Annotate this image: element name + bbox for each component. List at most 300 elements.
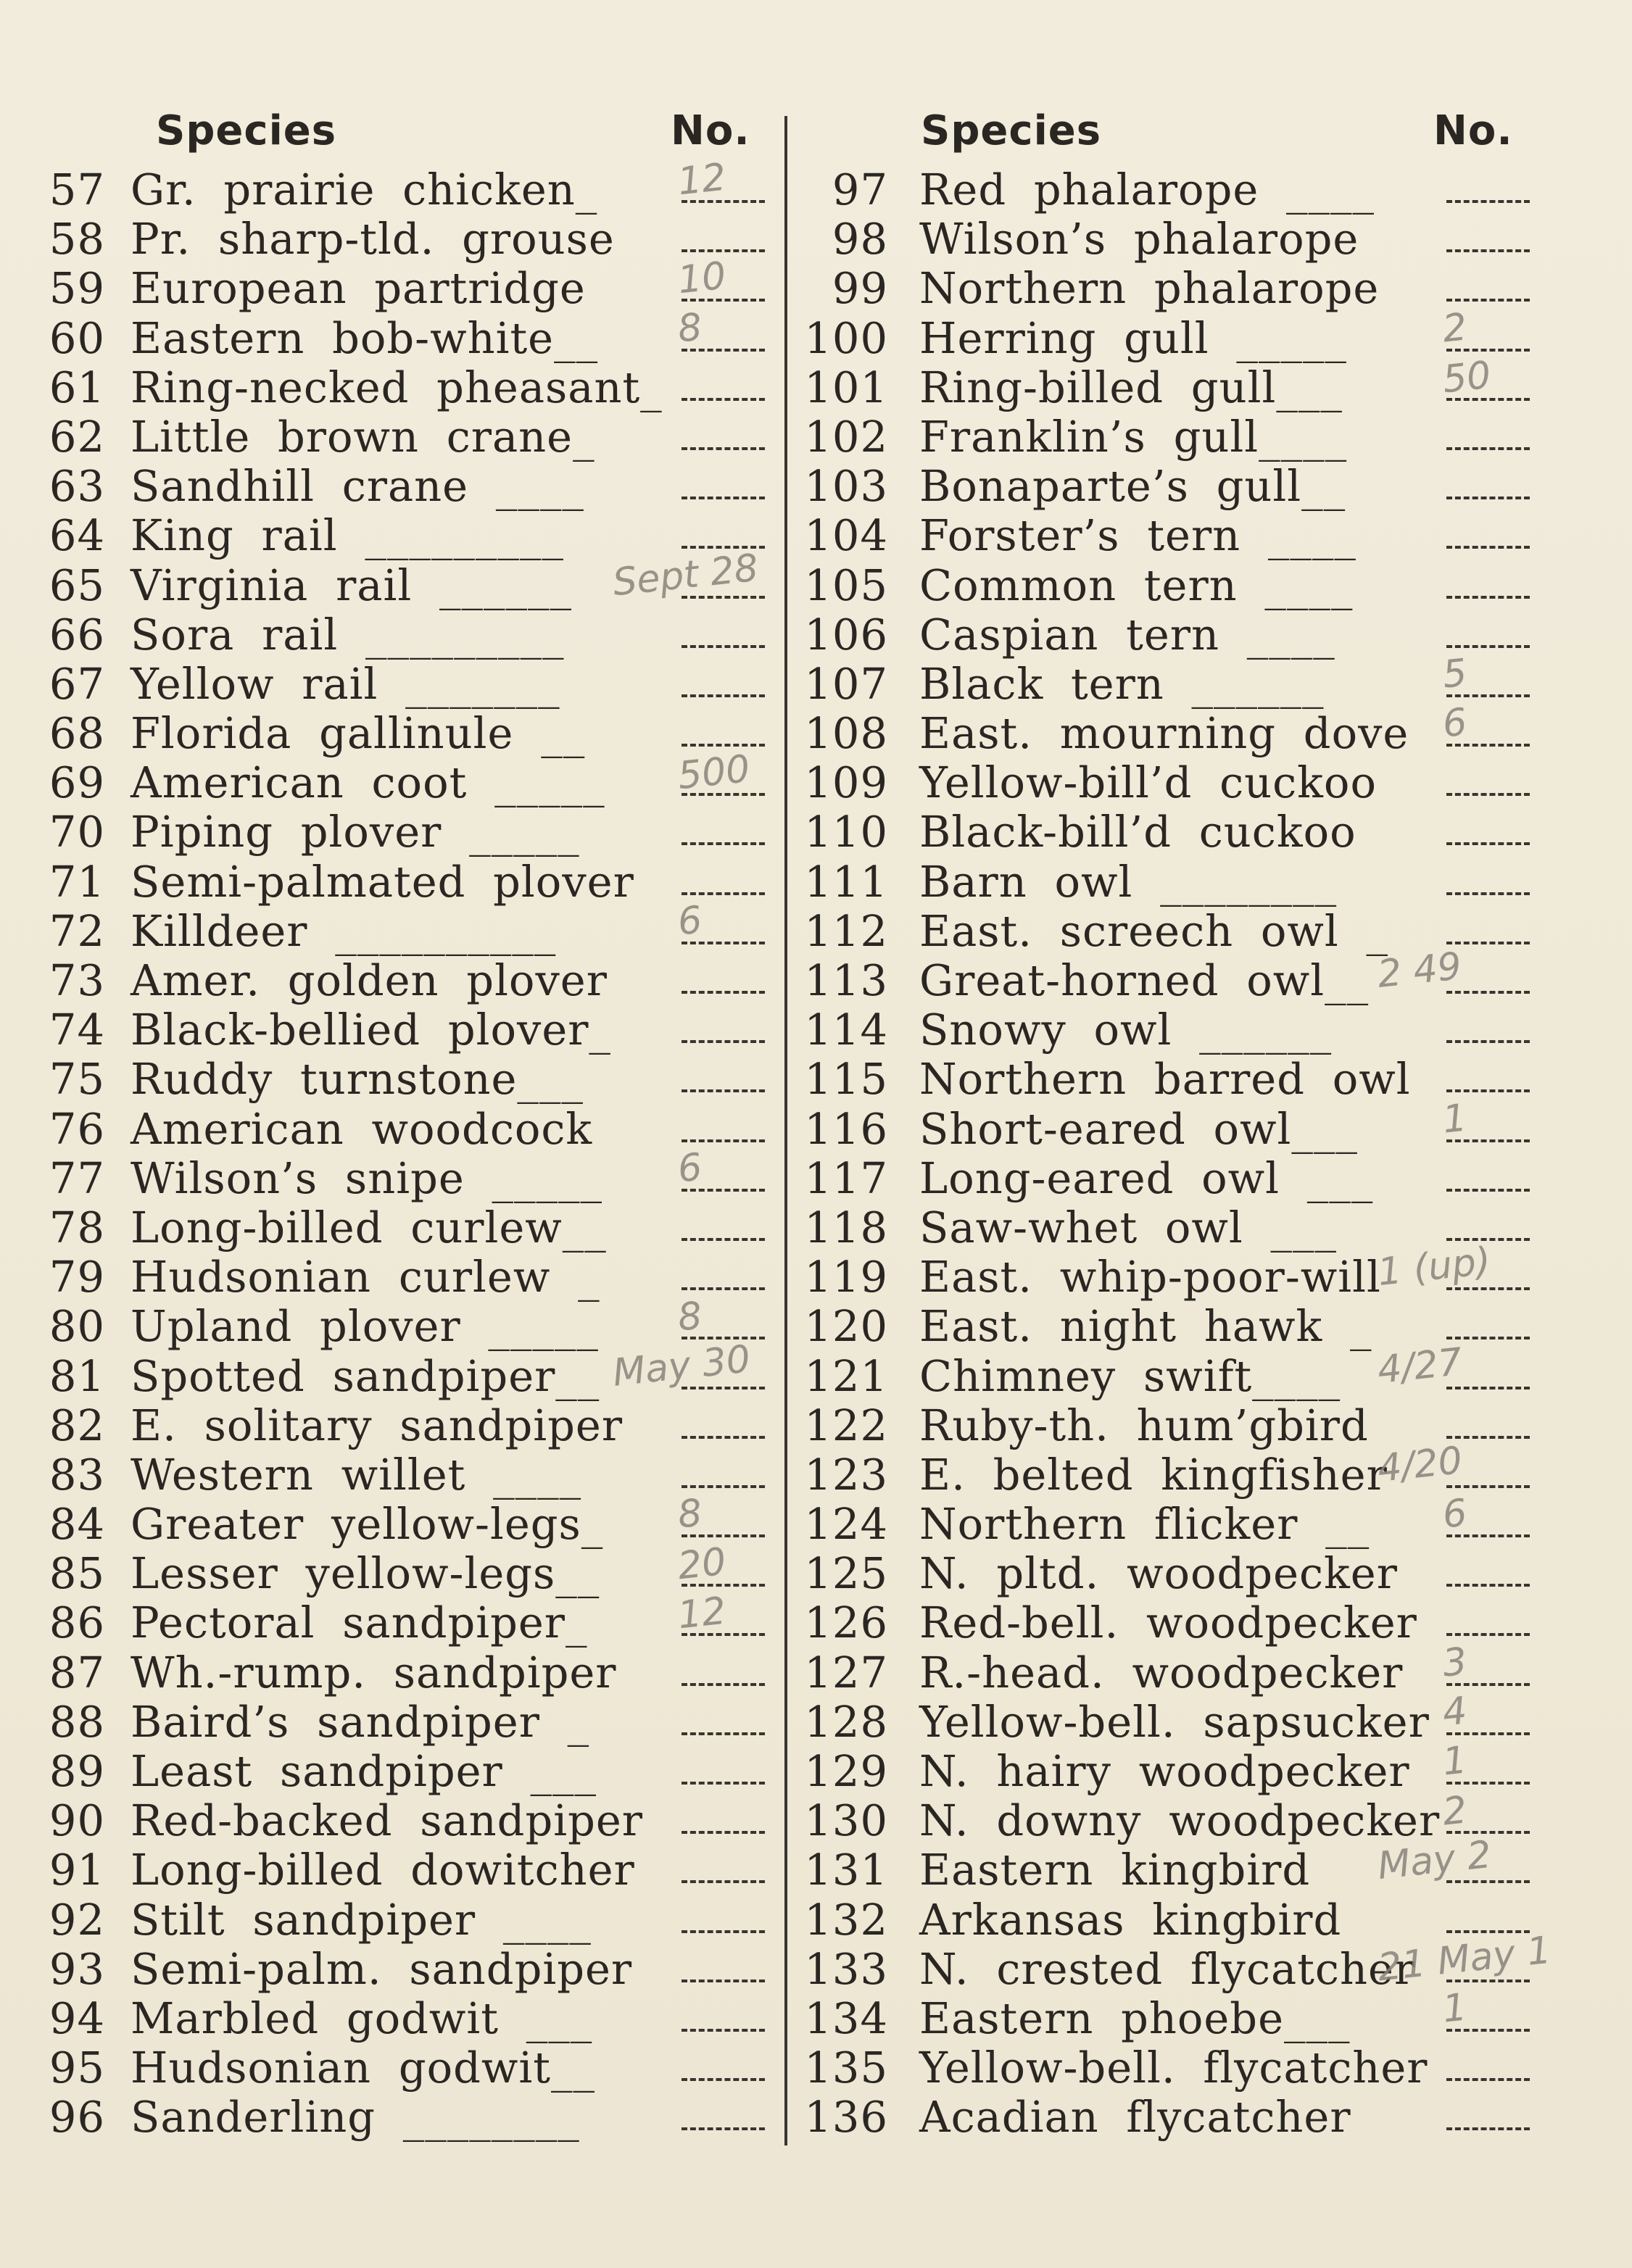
species-row: [801, 907, 1606, 956]
handwritten-note: May 2: [1375, 1832, 1494, 1888]
species-name: N. crested flycatcher: [919, 1943, 1416, 1994]
species-name: Killdeer __________: [131, 905, 557, 956]
species-number: 112: [804, 905, 888, 956]
left-column: [40, 101, 772, 2143]
species-row: [40, 807, 772, 857]
species-name: Red phalarope ____: [919, 165, 1375, 215]
species-name: Semi-palmated plover: [131, 856, 634, 907]
species-name: Pectoral sandpiper_: [131, 1598, 588, 1648]
species-number: 68: [49, 708, 105, 759]
species-row: [801, 956, 1606, 1005]
species-name: N. hairy woodpecker: [919, 1746, 1410, 1796]
species-number: 76: [49, 1103, 105, 1154]
species-number: 117: [804, 1152, 888, 1203]
species-name: Greater yellow-legs_: [131, 1499, 604, 1550]
species-name: Stilt sandpiper ____: [131, 1894, 592, 1945]
species-name: Eastern phoebe___: [919, 1993, 1351, 2043]
species-row: [40, 2043, 772, 2093]
species-number: 65: [49, 560, 105, 610]
species-row: [801, 660, 1606, 709]
species-row: [801, 561, 1606, 610]
count-blank[interactable]: [682, 1287, 765, 1290]
count-blank[interactable]: [682, 398, 765, 401]
right-column-header: [801, 101, 1606, 165]
species-row: [801, 1154, 1606, 1203]
count-blank[interactable]: [1446, 991, 1530, 994]
species-number: 124: [804, 1499, 888, 1550]
handwritten-note: 8: [675, 305, 705, 352]
species-name: East. night hawk _: [919, 1301, 1372, 1352]
species-name: Long-billed dowitcher: [131, 1845, 635, 1895]
species-row: [40, 1154, 772, 1203]
count-blank[interactable]: [682, 991, 765, 994]
handwritten-note: 500: [676, 747, 753, 799]
species-name: Yellow-bell. sapsucker: [919, 1696, 1430, 1747]
count-blank[interactable]: [1446, 1089, 1530, 1092]
count-blank[interactable]: [1446, 892, 1530, 895]
species-row: [40, 857, 772, 907]
species-number: 133: [804, 1943, 888, 1994]
species-name: Sandhill crane ____: [131, 461, 584, 512]
count-blank[interactable]: [1446, 249, 1530, 252]
species-name: Saw-whet owl ___: [919, 1202, 1338, 1253]
species-row: [40, 1055, 772, 1104]
species-number: 110: [804, 807, 888, 857]
species-row: [801, 1105, 1606, 1154]
species-row: [801, 1698, 1606, 1747]
species-name: Chimney swift____: [919, 1350, 1341, 1401]
count-blank[interactable]: [682, 1040, 765, 1043]
species-number: 64: [49, 510, 105, 561]
count-blank[interactable]: [682, 249, 765, 252]
species-name: N. pltd. woodpecker: [919, 1548, 1398, 1599]
species-row: [801, 1352, 1606, 1401]
species-number: 94: [49, 1993, 105, 2043]
species-row: [40, 709, 772, 758]
left-column-header: [40, 101, 772, 165]
count-blank[interactable]: [682, 1980, 765, 1982]
species-number: 88: [49, 1696, 105, 1747]
species-name: Black-bellied plover_: [131, 1005, 611, 1055]
species-number: 89: [49, 1746, 105, 1796]
species-row: [801, 709, 1606, 758]
species-name: Caspian tern ____: [919, 609, 1335, 660]
species-number: 72: [49, 905, 105, 956]
species-number: 79: [49, 1252, 105, 1303]
species-name: Yellow-bell. flycatcher: [919, 2043, 1428, 2093]
count-blank[interactable]: [682, 1782, 765, 1785]
species-row: [801, 1598, 1606, 1648]
species-row: [801, 2043, 1606, 2093]
species-row: [40, 165, 772, 215]
species-name: Black tern ______: [919, 658, 1325, 709]
species-number: 91: [49, 1845, 105, 1895]
count-blank[interactable]: [682, 1683, 765, 1686]
species-name: Semi-palm. sandpiper: [131, 1943, 633, 1994]
species-number: 57: [49, 165, 105, 215]
species-row: [801, 165, 1606, 215]
species-number: 71: [49, 856, 105, 907]
handwritten-note: 2 49: [1375, 944, 1464, 997]
species-number: 83: [49, 1449, 105, 1500]
species-number: 132: [804, 1894, 888, 1945]
count-blank[interactable]: [1446, 1040, 1530, 1043]
species-row: [40, 1945, 772, 1994]
species-number: 84: [49, 1499, 105, 1550]
species-name: Black-bill’d cuckoo: [919, 807, 1356, 857]
species-row: [801, 1401, 1606, 1450]
count-blank[interactable]: [1446, 1287, 1530, 1290]
species-name: Common tern ____: [919, 560, 1354, 610]
count-blank[interactable]: [682, 447, 765, 450]
count-blank[interactable]: [682, 1930, 765, 1933]
species-number: 78: [49, 1202, 105, 1253]
column-divider: [784, 116, 787, 2146]
handwritten-note: 1: [1440, 1985, 1470, 2032]
species-number: 116: [804, 1103, 888, 1154]
count-blank[interactable]: [1446, 497, 1530, 499]
species-row: [40, 1895, 772, 1945]
species-row: [40, 1005, 772, 1055]
species-row: [40, 1796, 772, 1845]
species-number: 73: [49, 955, 105, 1005]
species-name: Ruby-th. hum’gbird: [919, 1400, 1369, 1450]
count-blank[interactable]: [1446, 793, 1530, 796]
species-name: Pr. sharp-tld. grouse: [131, 214, 615, 265]
species-number: 109: [804, 757, 888, 808]
count-blank[interactable]: [1446, 1880, 1530, 1883]
species-number: 61: [49, 362, 105, 412]
species-name: American woodcock: [131, 1103, 593, 1154]
handwritten-note: 4/20: [1375, 1439, 1465, 1492]
species-number: 128: [804, 1696, 888, 1747]
count-blank[interactable]: [1446, 200, 1530, 203]
species-name: King rail _________: [131, 510, 564, 561]
species-number: 108: [804, 708, 888, 759]
species-row: [801, 1994, 1606, 2043]
species-row: [40, 1105, 772, 1154]
species-name: E. solitary sandpiper: [131, 1400, 624, 1450]
count-blank[interactable]: [1446, 447, 1530, 450]
species-row: [40, 660, 772, 709]
no-header: No.: [671, 107, 750, 154]
species-name: Forster’s tern ____: [919, 510, 1356, 561]
handwritten-note: 1 (up): [1375, 1239, 1493, 1295]
count-blank[interactable]: [682, 1880, 765, 1883]
species-name: Franklin’s gull____: [919, 411, 1348, 462]
species-row: [801, 2093, 1606, 2142]
count-blank[interactable]: [682, 645, 765, 648]
species-number: 96: [49, 2092, 105, 2143]
no-header: No.: [1433, 107, 1513, 154]
species-name: Western willet ____: [131, 1449, 582, 1500]
count-blank[interactable]: [1446, 596, 1530, 599]
count-blank[interactable]: [1446, 2078, 1530, 2081]
species-number: 136: [804, 2092, 888, 2143]
species-name: Snowy owl ______: [919, 1005, 1333, 1055]
species-name: Northern barred owl: [919, 1054, 1411, 1105]
handwritten-note: 2: [1440, 305, 1470, 352]
species-row: [40, 1450, 772, 1500]
species-name: East. mourning dove: [919, 708, 1409, 759]
species-row: [40, 264, 772, 313]
species-name: Little brown crane_: [131, 411, 595, 462]
handwritten-note: 6: [1440, 1491, 1470, 1537]
species-number: 66: [49, 609, 105, 660]
species-name: Long-billed curlew__: [131, 1202, 607, 1253]
species-name: Gr. prairie chicken_: [131, 165, 598, 215]
species-name: Ruddy turnstone___: [131, 1054, 584, 1105]
species-header: Species: [156, 107, 337, 154]
species-number: 100: [804, 312, 888, 363]
count-blank[interactable]: [1446, 645, 1530, 648]
species-number: 69: [49, 757, 105, 808]
species-number: 135: [804, 2043, 888, 2093]
count-blank[interactable]: [1446, 299, 1530, 302]
count-blank[interactable]: [1446, 1337, 1530, 1339]
species-name: Baird’s sandpiper _: [131, 1696, 590, 1747]
species-name: Northern phalarope: [919, 263, 1380, 314]
species-number: 97: [832, 165, 888, 215]
species-name: Ring-necked pheasant_: [131, 362, 663, 412]
species-name: Marbled godwit ___: [131, 1993, 593, 2043]
species-name: Hudsonian godwit__: [131, 2043, 595, 2093]
species-row: [801, 610, 1606, 660]
species-number: 107: [804, 658, 888, 709]
count-blank[interactable]: [1446, 1633, 1530, 1636]
species-name: Piping plover _____: [131, 807, 580, 857]
species-number: 67: [49, 658, 105, 709]
species-number: 85: [49, 1548, 105, 1599]
species-number: 120: [804, 1301, 888, 1352]
species-number: 86: [49, 1598, 105, 1648]
species-number: 123: [804, 1449, 888, 1500]
species-row: [40, 1203, 772, 1253]
count-blank[interactable]: [1446, 546, 1530, 549]
species-name: Bonaparte’s gull__: [919, 461, 1346, 512]
species-number: 130: [804, 1795, 888, 1846]
species-row: [801, 462, 1606, 511]
species-name: N. downy woodpecker: [919, 1795, 1441, 1846]
species-number: 59: [49, 263, 105, 314]
species-number: 98: [832, 214, 888, 265]
species-row: [801, 511, 1606, 560]
species-row: [801, 1549, 1606, 1598]
count-blank[interactable]: [682, 892, 765, 895]
handwritten-note: 6: [675, 898, 705, 944]
species-name: Virginia rail ______: [131, 560, 572, 610]
species-row: [40, 1302, 772, 1351]
species-number: 115: [804, 1054, 888, 1105]
species-number: 129: [804, 1746, 888, 1796]
count-blank[interactable]: [682, 1089, 765, 1092]
count-blank[interactable]: [682, 842, 765, 845]
species-row: [801, 857, 1606, 907]
species-row: [801, 412, 1606, 462]
species-row: [40, 314, 772, 363]
left-species-list: [40, 165, 772, 2143]
species-row: [801, 1005, 1606, 1055]
species-number: 118: [804, 1202, 888, 1253]
species-number: 134: [804, 1993, 888, 2043]
count-blank[interactable]: [682, 744, 765, 747]
species-row: [40, 1648, 772, 1698]
species-row: [40, 1747, 772, 1796]
handwritten-note: 12: [676, 155, 729, 204]
count-blank[interactable]: [682, 1485, 765, 1488]
species-row: [801, 758, 1606, 807]
species-number: 101: [804, 362, 888, 412]
species-number: 127: [804, 1647, 888, 1698]
species-row: [801, 1500, 1606, 1549]
species-row: [40, 907, 772, 956]
species-name: Short-eared owl___: [919, 1103, 1358, 1154]
count-blank[interactable]: [682, 1139, 765, 1142]
species-number: 125: [804, 1548, 888, 1599]
species-name: Wilson’s phalarope: [919, 214, 1359, 265]
count-blank[interactable]: [1446, 1387, 1530, 1390]
species-name: Yellow rail _______: [131, 658, 560, 709]
species-name: Northern flicker __: [919, 1499, 1370, 1550]
species-name: Spotted sandpiper__: [131, 1350, 600, 1401]
species-number: 62: [49, 411, 105, 462]
handwritten-note: 5: [1440, 651, 1470, 697]
species-row: [801, 807, 1606, 857]
species-number: 74: [49, 1005, 105, 1055]
species-row: [40, 363, 772, 412]
species-number: 103: [804, 461, 888, 512]
species-row: [40, 412, 772, 462]
count-blank[interactable]: [682, 497, 765, 499]
species-row: [40, 1253, 772, 1302]
species-number: 99: [832, 263, 888, 314]
species-name: R.-head. woodpecker: [919, 1647, 1404, 1698]
species-number: 122: [804, 1400, 888, 1450]
species-name: Arkansas kingbird: [919, 1894, 1342, 1945]
count-blank[interactable]: [1446, 1485, 1530, 1488]
handwritten-note: 10: [676, 254, 729, 303]
handwritten-note: 6: [675, 1145, 705, 1192]
species-name: E. belted kingfisher: [919, 1449, 1388, 1500]
species-number: 106: [804, 609, 888, 660]
species-row: [40, 1500, 772, 1549]
count-blank[interactable]: [682, 2029, 765, 2032]
species-name: Yellow-bill’d cuckoo: [919, 757, 1377, 808]
count-blank[interactable]: [682, 1238, 765, 1241]
species-name: Ring-billed gull___: [919, 362, 1343, 412]
species-row: [801, 1055, 1606, 1104]
count-blank[interactable]: [682, 2078, 765, 2081]
species-number: 93: [49, 1943, 105, 1994]
species-name: American coot _____: [131, 757, 605, 808]
species-row: [801, 215, 1606, 264]
species-number: 63: [49, 461, 105, 512]
species-number: 105: [804, 560, 888, 610]
species-name: Lesser yellow-legs__: [131, 1548, 600, 1599]
handwritten-note: 3: [1440, 1640, 1470, 1686]
handwritten-note: 8: [675, 1294, 705, 1340]
species-number: 131: [804, 1845, 888, 1895]
species-row: [801, 1747, 1606, 1796]
count-blank[interactable]: [1446, 842, 1530, 845]
species-row: [40, 1598, 772, 1648]
species-name: Red-bell. woodpecker: [919, 1598, 1417, 1648]
species-name: Barn owl ________: [919, 856, 1338, 907]
species-name: Florida gallinule __: [131, 708, 586, 759]
species-row: [40, 511, 772, 560]
species-number: 119: [804, 1252, 888, 1303]
species-name: Least sandpiper ___: [131, 1746, 597, 1796]
count-blank[interactable]: [1446, 2127, 1530, 2130]
species-row: [801, 264, 1606, 313]
species-name: Sora rail _________: [131, 609, 565, 660]
species-row: [40, 1401, 772, 1450]
count-blank[interactable]: [682, 1436, 765, 1439]
handwritten-note: 50: [1441, 353, 1494, 402]
species-name: Eastern bob-white__: [131, 312, 599, 363]
count-blank[interactable]: [1446, 1584, 1530, 1587]
count-blank[interactable]: [1446, 1189, 1530, 1192]
species-number: 121: [804, 1350, 888, 1401]
species-row: [40, 215, 772, 264]
species-name: East. screech owl _: [919, 905, 1389, 956]
species-number: 111: [804, 856, 888, 907]
handwritten-note: 1: [1440, 1738, 1470, 1785]
species-row: [40, 1698, 772, 1747]
species-number: 82: [49, 1400, 105, 1450]
species-name: Amer. golden plover: [131, 955, 608, 1005]
species-number: 113: [804, 955, 888, 1005]
species-name: Wh.-rump. sandpiper: [131, 1647, 617, 1698]
species-name: Herring gull _____: [919, 312, 1347, 363]
species-name: Wilson’s snipe _____: [131, 1152, 603, 1203]
count-blank[interactable]: [682, 2127, 765, 2130]
species-row: [801, 1302, 1606, 1351]
species-row: [40, 1549, 772, 1598]
species-header: Species: [921, 107, 1102, 154]
handwritten-note: 2: [1440, 1788, 1470, 1835]
species-number: 92: [49, 1894, 105, 1945]
species-name: Acadian flycatcher: [919, 2092, 1351, 2143]
handwritten-note: May 30: [610, 1337, 753, 1395]
species-number: 75: [49, 1054, 105, 1105]
species-number: 126: [804, 1598, 888, 1648]
species-row: [40, 1845, 772, 1895]
count-blank[interactable]: [682, 1831, 765, 1834]
species-number: 77: [49, 1152, 105, 1203]
species-name: European partridge: [131, 263, 586, 314]
species-row: [40, 758, 772, 807]
species-number: 90: [49, 1795, 105, 1846]
species-number: 102: [804, 411, 888, 462]
handwritten-note: 20: [676, 1540, 729, 1588]
species-row: [801, 1450, 1606, 1500]
species-row: [40, 1994, 772, 2043]
handwritten-note: 8: [675, 1491, 705, 1537]
handwritten-note: 12: [676, 1589, 729, 1638]
species-number: 70: [49, 807, 105, 857]
species-name: East. whip-poor-will: [919, 1252, 1381, 1303]
handwritten-note: Sept 28: [610, 546, 761, 605]
count-blank[interactable]: [682, 1732, 765, 1735]
species-name: Great-horned owl__: [919, 955, 1370, 1005]
species-name: Eastern kingbird: [919, 1845, 1311, 1895]
handwritten-note: 6: [1440, 700, 1470, 747]
count-blank[interactable]: [682, 694, 765, 697]
species-number: 87: [49, 1647, 105, 1698]
species-row: [40, 610, 772, 660]
species-number: 114: [804, 1005, 888, 1055]
